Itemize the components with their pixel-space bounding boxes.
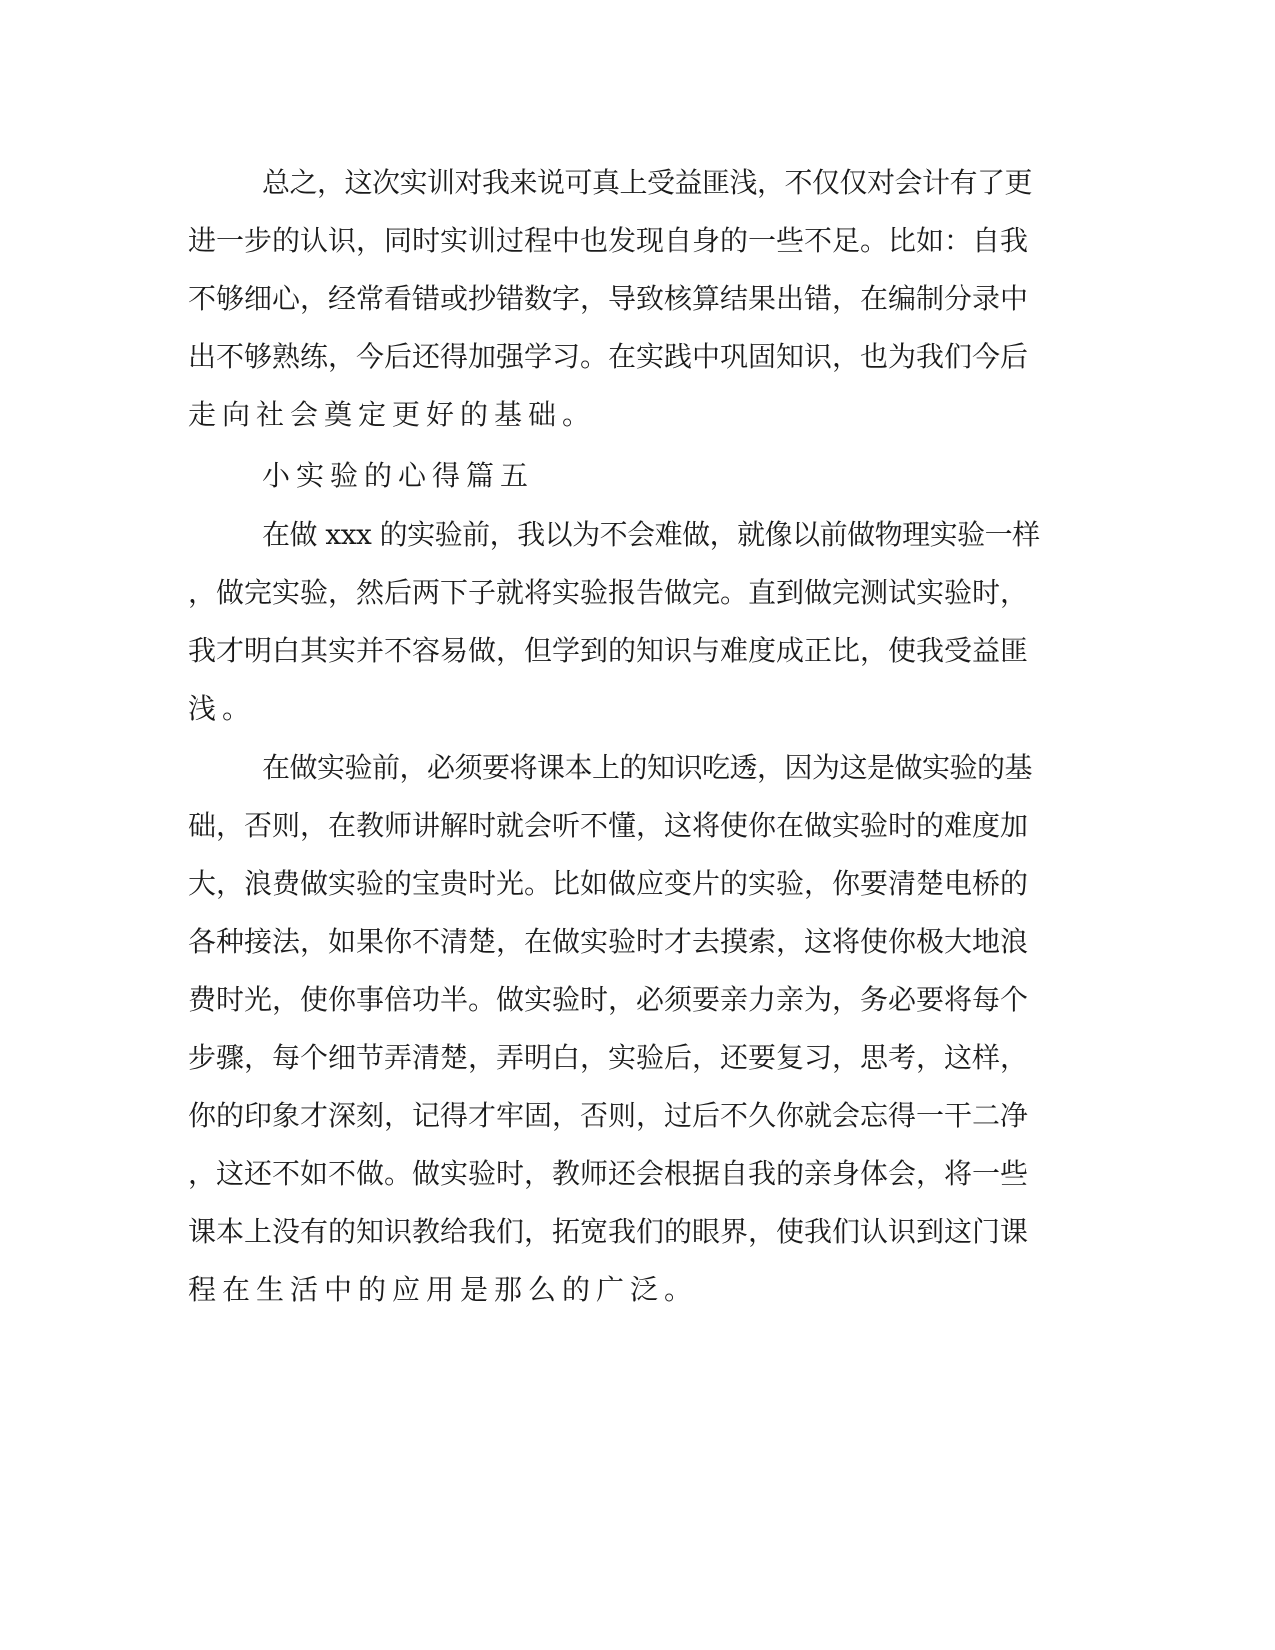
text-line: ，做完实验，然后两下子就将实验报告做完。直到做完测试实验时， <box>188 576 1029 609</box>
text-line: 我才明白其实并不容易做，但学到的知识与难度成正比，使我受益匪 <box>188 634 1029 667</box>
text-line: 步骤，每个细节弄清楚，弄明白，实验后，还要复习，思考，这样， <box>188 1041 1029 1074</box>
text-line: 础，否则，在教师讲解时就会听不懂，这将使你在做实验时的难度加 <box>188 809 1029 842</box>
text-line: 进一步的认识，同时实训过程中也发现自身的一些不足。比如：自我 <box>188 224 1029 257</box>
text-line: 出不够熟练，今后还得加强学习。在实践中巩固知识，也为我们今后 <box>188 340 1029 373</box>
section-heading: 小实验的心得篇五 <box>262 459 535 492</box>
text-line: ，这还不如不做。做实验时，教师还会根据自我的亲身体会，将一些 <box>188 1157 1029 1190</box>
text-line: 费时光，使你事倍功半。做实验时，必须要亲力亲为，务必要将每个 <box>188 983 1029 1016</box>
text-line: 浅。 <box>188 692 257 725</box>
text-line: 总之，这次实训对我来说可真上受益匪浅，不仅仅对会计有了更 <box>262 166 1033 199</box>
text-line: 不够细心，经常看错或抄错数字，导致核算结果出错，在编制分录中 <box>188 282 1029 315</box>
text-line: 大，浪费做实验的宝贵时光。比如做应变片的实验，你要清楚电桥的 <box>188 867 1029 900</box>
text-line: 在做 xxx 的实验前，我以为不会难做，就像以前做物理实验一样 <box>262 518 1040 551</box>
text-line: 课本上没有的知识教给我们，拓宽我们的眼界，使我们认识到这门课 <box>188 1215 1029 1248</box>
text-line: 走向社会奠定更好的基础。 <box>188 398 597 431</box>
text-line: 各种接法，如果你不清楚，在做实验时才去摸索，这将使你极大地浪 <box>188 925 1029 958</box>
text-line: 你的印象才深刻，记得才牢固，否则，过后不久你就会忘得一干二净 <box>188 1099 1029 1132</box>
text-line: 在做实验前，必须要将课本上的知识吃透，因为这是做实验的基 <box>262 751 1033 784</box>
text-line: 程在生活中的应用是那么的广泛。 <box>188 1273 699 1306</box>
